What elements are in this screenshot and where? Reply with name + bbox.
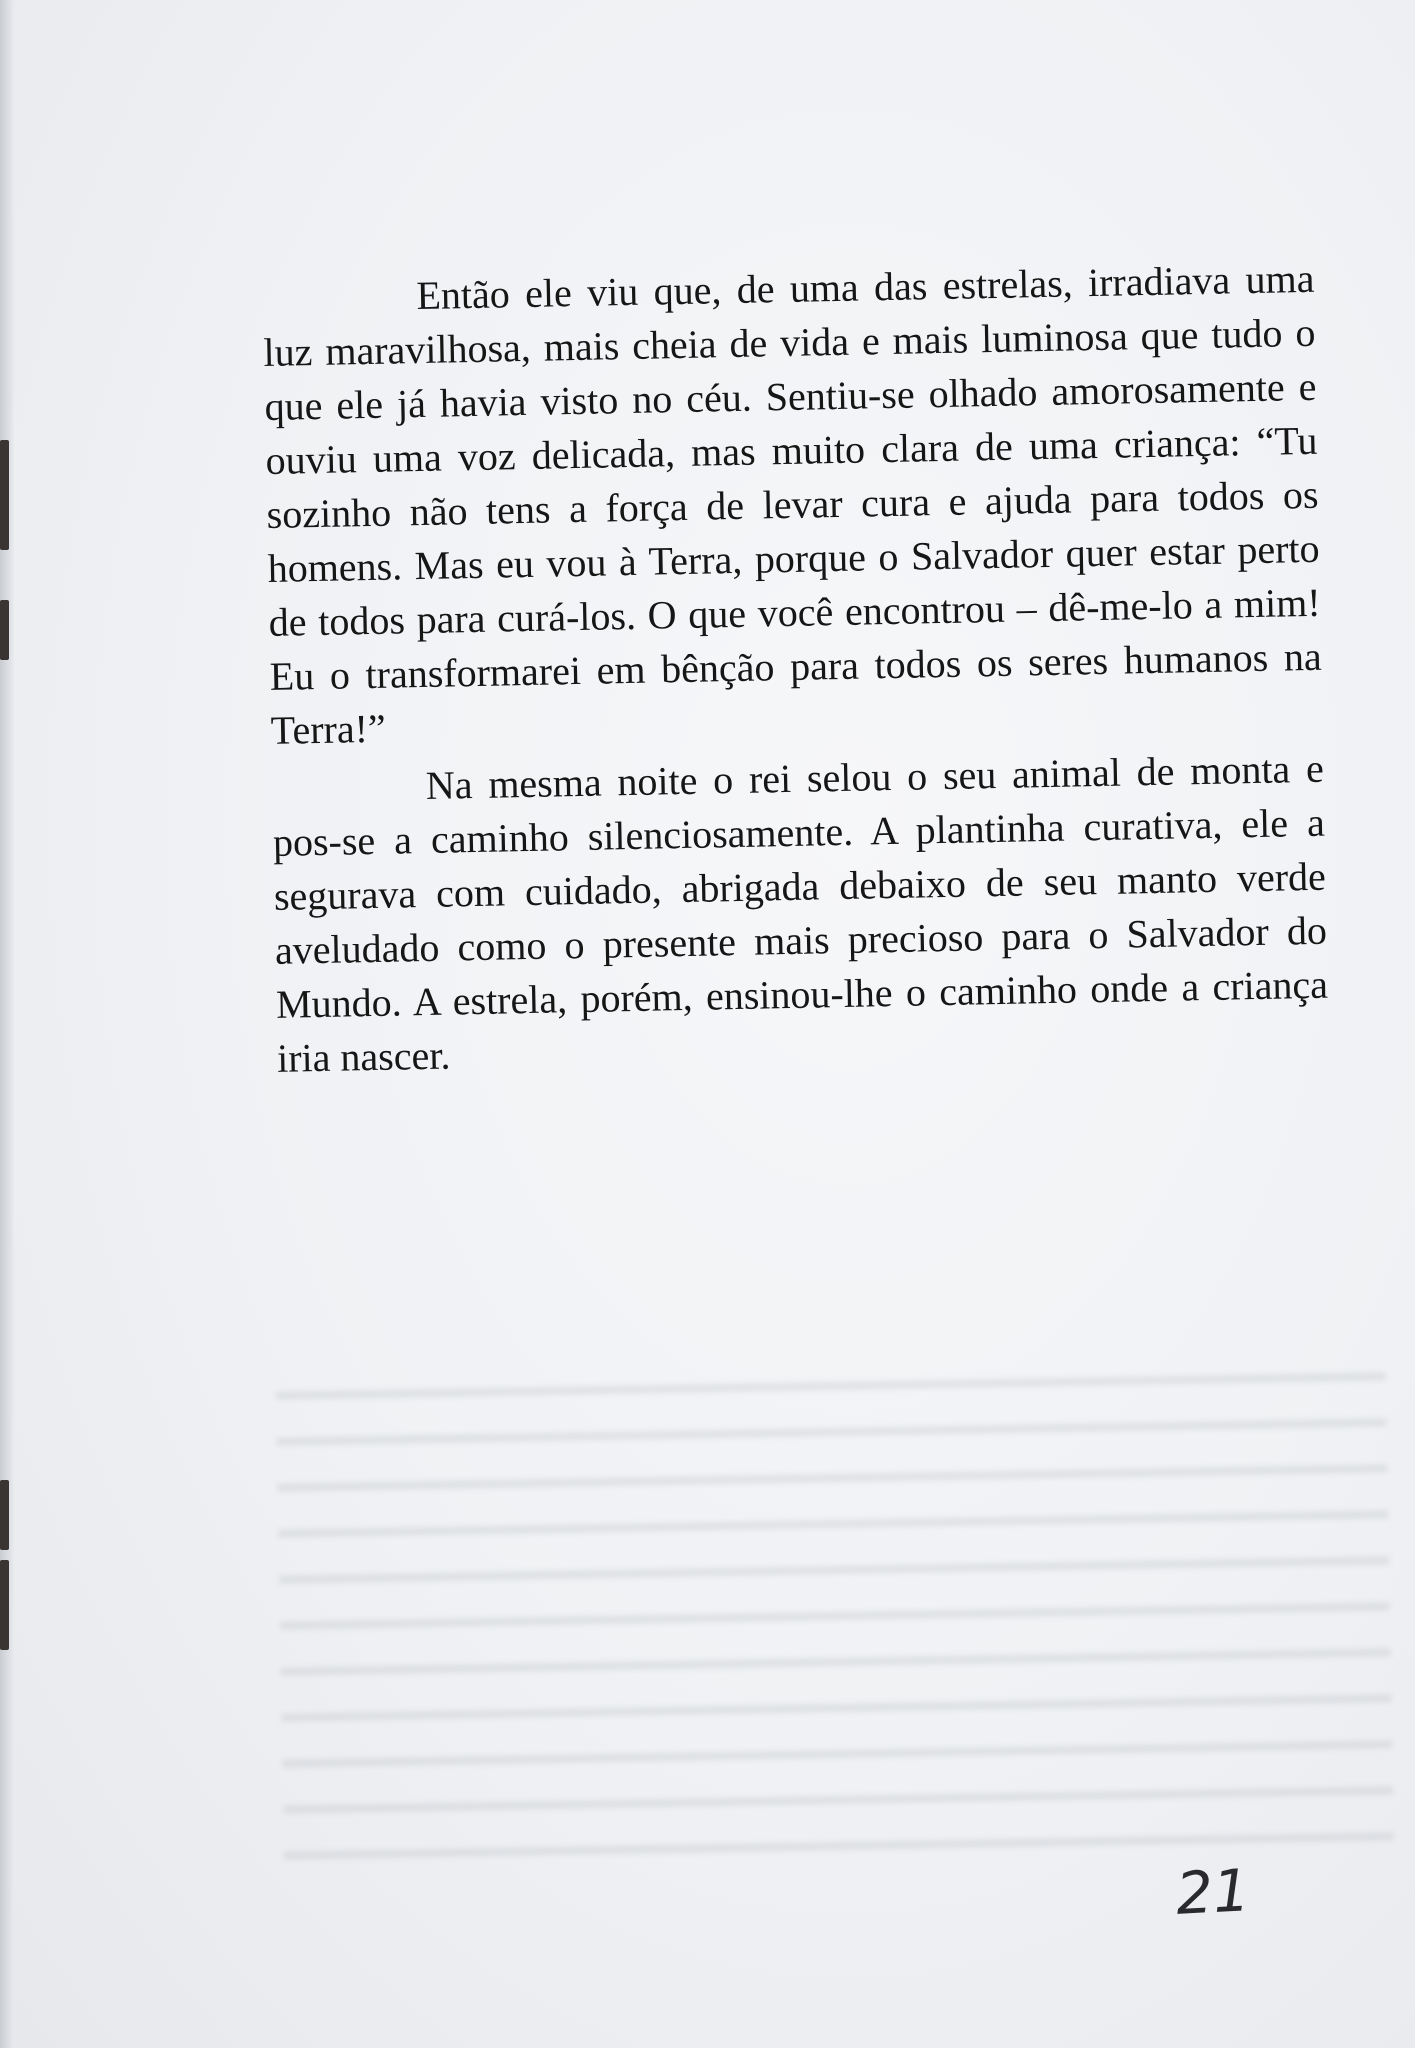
bleed-through-text (276, 1350, 1395, 1889)
binding-mark (0, 600, 9, 660)
binding-mark (0, 1560, 9, 1650)
paragraph: Então ele viu que, de uma das estrelas, irradiava uma luz maravilhosa, mais cheia de vida e mais luminosa que tudo o que ele já havia visto no céu. Sentiu-se olhado amorosamente e ouviu uma voz delicada, mas muito clara de uma criança: “Tu sozinho não tens a força de levar cura e ajuda para todos os homens. Mas eu vou à Terra, porque o Salvador quer estar perto de todos para curá-los. O que você encontrou – dê-me-lo a mim! Eu o transformarei em bênção para todos os seres humanos na Terra!” (263, 255, 1323, 753)
binding-mark (0, 440, 9, 550)
body-text (262, 252, 1329, 1086)
page-number: 21 (1174, 1856, 1252, 1928)
paragraph: Na mesma noite o rei selou o seu animal de monta e pos-se a caminho silenciosamente. A plantinha curativa, ele a segurava com cuidado, abrigada debaixo de seu manto verde aveludado como o presente mais precioso para o Salvador do Mundo. A estrela, porém, ensinou-lhe o caminho onde a criança iria nascer. (272, 745, 1329, 1081)
binding-edge (0, 0, 14, 2048)
binding-mark (0, 1480, 9, 1550)
